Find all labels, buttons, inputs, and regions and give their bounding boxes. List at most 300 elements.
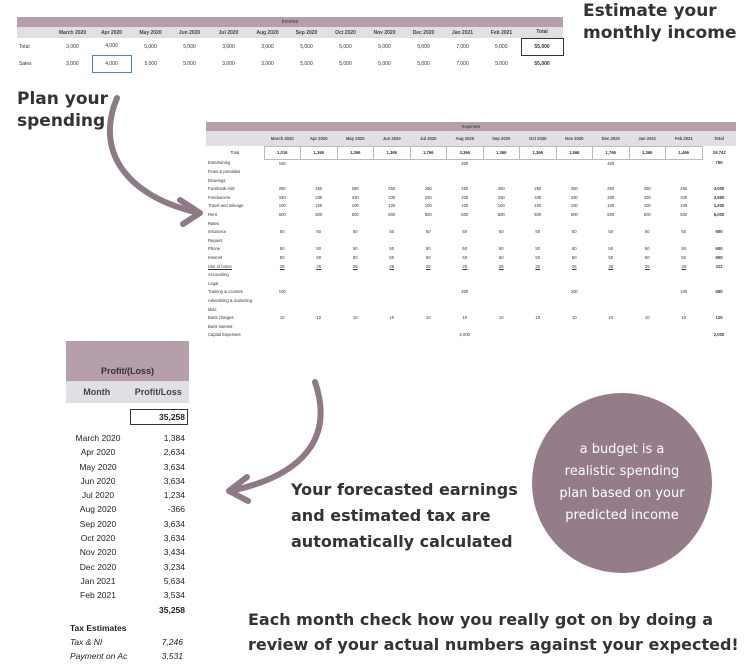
expense-cell[interactable]: 50 [535,255,541,261]
expense-row [206,323,736,332]
expense-cell[interactable] [447,271,484,280]
expense-cell[interactable]: 250 [643,186,651,192]
expense-cell[interactable]: 330 [680,194,688,200]
estimate-income-heading: Estimate your monthly income [583,1,737,44]
expense-cell[interactable]: 250 [534,186,542,192]
expense-cell[interactable] [520,271,557,280]
expense-cell[interactable] [301,159,338,168]
expense-cell[interactable] [483,159,520,168]
expense-cell[interactable] [593,280,630,289]
expense-cell[interactable]: 50 [279,255,285,261]
expense-cell[interactable]: 330 [351,194,359,200]
expense-cell[interactable] [556,159,593,168]
expense-cell[interactable] [410,323,447,332]
expense-cell[interactable]: 10 [425,315,431,321]
expense-cell[interactable]: 250 [461,186,469,192]
expense-cell[interactable] [483,331,520,340]
expense-cell[interactable] [447,323,484,332]
expenses-total-cell: 1,366 [520,146,557,159]
expense-cell[interactable]: 50 [462,246,468,252]
expense-cell[interactable] [666,168,703,177]
expense-cell[interactable]: 50 [316,246,322,252]
expense-cell[interactable]: 26 [644,263,650,269]
expense-cell[interactable]: 500 [680,212,688,218]
expense-cell[interactable]: 50 [389,246,395,252]
expense-cell[interactable]: 250 [607,186,615,192]
expenses-total-cell: 1,016 [264,146,301,159]
expense-cell[interactable] [301,297,338,306]
expense-cell[interactable]: 100 [351,203,359,209]
expense-cell[interactable]: 100 [278,289,286,295]
profit-total-cell[interactable]: 35,258 [130,409,188,425]
expense-cell[interactable] [483,237,520,246]
income-cell[interactable]: 7,000 [456,43,469,50]
expense-cell[interactable] [520,168,557,177]
expense-cell[interactable]: 50 [389,255,395,261]
expense-cell[interactable] [666,177,703,186]
expense-cell[interactable]: 500 [388,212,396,218]
expense-cell[interactable] [301,280,338,289]
expense-cell[interactable]: 50 [608,246,614,252]
profit-row [66,517,189,531]
expense-cell[interactable]: 50 [498,246,504,252]
expense-cell[interactable] [410,168,447,177]
expense-cell[interactable] [556,297,593,306]
expense-cell[interactable]: 10 [462,315,468,321]
expense-cell[interactable]: 26 [681,263,687,269]
expense-cell[interactable]: 26 [535,263,541,269]
expense-cell[interactable] [556,306,593,315]
expense-cell[interactable] [410,331,447,340]
expense-cell[interactable]: 26 [462,263,468,269]
expense-cell[interactable]: 330 [278,194,286,200]
profit-month: Sep 2020 [79,518,117,529]
expense-cell[interactable] [410,288,447,297]
expense-cell[interactable] [593,306,630,315]
expense-cell[interactable] [301,323,338,332]
expense-cell[interactable] [593,168,630,177]
expense-cell[interactable]: 250 [388,186,396,192]
income-cell[interactable]: 3,000 [261,43,274,50]
expense-cell[interactable]: 100 [534,203,542,209]
expense-cell[interactable] [264,297,301,306]
expense-cell[interactable]: 250 [424,186,432,192]
expense-cell[interactable] [629,237,666,246]
expense-cell[interactable] [447,237,484,246]
income-cell[interactable]: 5,000 [378,60,391,67]
expense-cell[interactable]: 26 [571,263,577,269]
expense-cell[interactable] [374,306,411,315]
expense-cell[interactable]: 26 [389,263,395,269]
expense-cell[interactable]: 330 [607,194,615,200]
income-cell[interactable]: 5,000 [183,60,196,67]
expense-cell[interactable]: 330 [388,194,396,200]
expense-cell[interactable]: 250 [278,186,286,192]
expense-cell[interactable]: 50 [644,246,650,252]
expense-cell[interactable] [483,168,520,177]
expense-cell[interactable] [410,306,447,315]
expense-cell[interactable] [410,280,447,289]
expense-cell[interactable] [410,297,447,306]
expense-cell[interactable] [264,220,301,229]
expense-cell[interactable] [410,220,447,229]
income-cell[interactable]: 3,000 [261,60,274,67]
profit-month: Jan 2021 [80,575,116,586]
income-cell[interactable]: 5,000 [494,43,508,50]
expense-cell[interactable] [337,271,374,280]
expense-cell[interactable] [483,280,520,289]
expense-cell[interactable] [264,323,301,332]
expense-cell[interactable]: 10 [389,315,395,321]
expense-cell[interactable] [629,280,666,289]
expense-cell[interactable]: 330 [424,194,432,200]
expense-cell[interactable]: 500 [607,212,615,218]
expense-cell[interactable] [520,237,557,246]
expense-row [206,280,736,289]
expense-cell[interactable]: 26 [352,263,358,269]
expense-cell[interactable] [264,271,301,280]
expense-cell[interactable] [374,177,411,186]
expense-cell[interactable]: 500 [461,212,469,218]
expense-cell[interactable] [374,297,411,306]
expense-cell[interactable]: 26 [279,263,285,269]
expense-cell[interactable]: 500 [278,212,286,218]
expense-cell[interactable] [410,237,447,246]
expense-cell[interactable] [556,168,593,177]
income-row-label: Total [19,43,30,50]
expense-cell[interactable]: 200 [461,160,469,166]
expense-cell[interactable] [556,331,593,340]
expense-cell[interactable] [447,306,484,315]
income-cell[interactable]: 4,000 [92,55,131,72]
expense-cell[interactable] [337,280,374,289]
income-cell[interactable]: 5,000 [144,43,157,50]
income-cell[interactable]: 4,000 [105,43,118,50]
expense-cell[interactable]: 100 [388,203,396,209]
expense-cell[interactable] [520,280,557,289]
expense-cell[interactable]: 100 [461,203,469,209]
expense-cell[interactable] [520,306,557,315]
expense-cell[interactable] [556,220,593,229]
expense-cell[interactable] [520,159,557,168]
expense-cell[interactable] [556,237,593,246]
expense-cell[interactable]: 50 [352,255,358,261]
expense-cell[interactable] [264,280,301,289]
expense-cell[interactable]: 330 [570,194,578,200]
expense-cell[interactable] [337,331,374,340]
expenses-month-header: Jan 2021 [629,131,666,146]
expense-cell[interactable]: 10 [498,315,504,321]
expense-cell[interactable] [483,323,520,332]
expense-cell[interactable]: 50 [681,255,687,261]
expense-cell[interactable]: 330 [315,194,323,200]
expense-cell[interactable] [629,323,666,332]
expense-cell[interactable]: 100 [315,203,323,209]
expense-cell[interactable] [629,271,666,280]
expense-cell[interactable]: 50 [571,255,577,261]
expense-cell[interactable] [410,271,447,280]
expense-cell[interactable]: 10 [681,315,687,321]
expense-cell[interactable] [666,220,703,229]
income-cell[interactable]: 3,000 [65,60,79,67]
expense-cell[interactable]: 50 [316,229,322,235]
income-cell[interactable]: 5,000 [339,60,352,67]
expense-cell[interactable]: 50 [389,229,395,235]
expense-cell[interactable] [666,323,703,332]
expense-cell[interactable] [337,220,374,229]
expense-cell[interactable] [629,220,666,229]
expense-cell[interactable] [629,288,666,297]
expense-cell[interactable] [483,177,520,186]
expense-cell[interactable] [301,237,338,246]
income-cell[interactable]: 5,000 [378,43,391,50]
expense-cell[interactable]: 10 [608,315,614,321]
expense-cell[interactable] [520,331,557,340]
expense-cell[interactable] [447,177,484,186]
expense-cell[interactable]: 250 [570,186,578,192]
expense-cell[interactable] [301,220,338,229]
expense-cell[interactable]: 50 [535,229,541,235]
expense-cell[interactable]: 50 [498,229,504,235]
income-cell[interactable]: 3,000 [222,43,235,50]
expense-cell[interactable]: 500 [424,212,432,218]
expense-cell[interactable] [301,271,338,280]
expense-cell[interactable]: 10 [644,315,650,321]
expense-cell[interactable] [520,323,557,332]
expense-cell[interactable]: 50 [425,255,431,261]
expense-cell[interactable] [593,271,630,280]
expense-cell[interactable] [301,168,338,177]
profit-month: Jun 2020 [80,475,116,486]
expense-cell[interactable] [556,271,593,280]
expense-cell[interactable] [301,306,338,315]
expense-cell[interactable] [337,297,374,306]
expense-cell[interactable]: 50 [425,246,431,252]
expense-cell[interactable]: 250 [497,186,505,192]
expense-cell[interactable]: 50 [644,229,650,235]
expense-cell[interactable] [264,331,301,340]
expense-cell[interactable]: 26 [608,263,614,269]
expense-cell[interactable] [483,271,520,280]
expense-row-total: 600 [715,246,723,252]
expense-cell[interactable] [483,288,520,297]
expense-cell[interactable] [483,297,520,306]
expense-cell[interactable]: 50 [316,255,322,261]
expense-cell[interactable]: 500 [315,212,323,218]
expense-cell[interactable]: 150 [278,160,286,166]
expense-cell[interactable] [374,288,411,297]
expense-cell[interactable]: 100 [570,203,578,209]
expenses-title-row [206,122,736,131]
expense-cell[interactable]: 2,000 [459,332,470,338]
expense-cell[interactable] [556,280,593,289]
expense-cell[interactable] [629,159,666,168]
expense-cell[interactable]: 500 [351,212,359,218]
expense-cell[interactable] [374,280,411,289]
expense-cell[interactable]: 100 [497,203,505,209]
expense-cell[interactable] [374,271,411,280]
expense-cell[interactable] [593,177,630,186]
expense-cell[interactable]: 10 [352,315,358,321]
expense-cell[interactable] [410,159,447,168]
expense-cell[interactable]: 100 [680,289,688,295]
expense-cell[interactable]: 330 [497,194,505,200]
tax-rows [66,635,189,663]
expense-cell[interactable] [593,220,630,229]
income-cell[interactable]: 5,000 [300,43,313,50]
expense-cell[interactable] [337,177,374,186]
expense-cell[interactable] [337,288,374,297]
expense-cell[interactable]: 10 [279,315,285,321]
expense-cell[interactable] [666,271,703,280]
expense-cell[interactable] [337,237,374,246]
expense-row-total: 6,000 [713,212,725,218]
expense-cell[interactable]: 330 [643,194,651,200]
expense-cell[interactable] [629,177,666,186]
expense-cell[interactable]: 50 [279,229,285,235]
expense-cell[interactable]: 250 [680,186,688,192]
profit-value: 3,234 [163,561,185,572]
expense-cell[interactable]: 50 [462,255,468,261]
expense-cell[interactable]: 26 [425,263,431,269]
expense-cell[interactable] [264,306,301,315]
expense-cell[interactable]: 200 [461,289,469,295]
expense-cell[interactable] [666,237,703,246]
expense-cell[interactable]: 50 [571,229,577,235]
expense-cell[interactable] [337,168,374,177]
expense-cell[interactable] [556,177,593,186]
expense-cell[interactable] [520,288,557,297]
expense-cell[interactable] [593,323,630,332]
expense-row [206,211,736,220]
expense-cell[interactable]: 50 [608,255,614,261]
expense-cell[interactable] [556,323,593,332]
income-cell[interactable]: 5,000 [417,43,430,50]
expense-cell[interactable]: 500 [497,212,505,218]
expense-cell[interactable] [337,306,374,315]
expense-cell[interactable] [410,177,447,186]
expense-cell[interactable] [666,331,703,340]
income-cell[interactable]: 7,000 [456,60,469,67]
expense-cell[interactable]: 500 [643,212,651,218]
expense-cell[interactable] [629,306,666,315]
expense-cell[interactable]: 200 [570,289,578,295]
expense-cell[interactable]: 250 [315,186,323,192]
expense-cell[interactable] [483,306,520,315]
expense-cell[interactable] [666,306,703,315]
expense-cell[interactable]: 250 [351,186,359,192]
expense-cell[interactable] [374,331,411,340]
expense-cell[interactable]: 100 [278,203,286,209]
income-cell[interactable]: 5,000 [183,43,196,50]
expense-cell[interactable] [666,297,703,306]
expense-cell[interactable] [374,168,411,177]
expenses-total-cell: 1,366 [483,146,520,159]
expense-cell[interactable] [301,177,338,186]
expense-cell[interactable]: 26 [316,263,322,269]
expense-cell[interactable] [447,297,484,306]
expense-cell[interactable]: 100 [680,203,688,209]
expense-cell[interactable] [374,323,411,332]
expense-cell[interactable] [593,331,630,340]
income-cell[interactable]: 5,000 [144,60,157,67]
expense-cell[interactable] [374,220,411,229]
expense-row-total [702,177,736,186]
expense-cell[interactable]: 50 [279,246,285,252]
expense-cell[interactable] [629,331,666,340]
expense-cell[interactable] [593,297,630,306]
expense-cell[interactable] [301,331,338,340]
expense-row [206,314,736,323]
expense-cell[interactable]: 50 [681,229,687,235]
expense-cell[interactable] [629,168,666,177]
expense-cell[interactable] [337,159,374,168]
expense-cell[interactable]: 10 [571,315,577,321]
income-cell[interactable]: 5,000 [417,60,430,67]
expense-cell[interactable] [520,220,557,229]
expense-cell[interactable] [337,323,374,332]
expense-cell[interactable]: 26 [498,263,504,269]
expense-cell[interactable]: 10 [535,315,541,321]
expense-cell[interactable] [447,168,484,177]
expense-cell[interactable] [447,220,484,229]
expense-cell[interactable] [264,168,301,177]
expense-cell[interactable]: 100 [607,203,615,209]
expense-cell[interactable] [666,159,703,168]
expense-row [206,254,736,263]
income-cell[interactable]: 3,000 [222,60,235,67]
expense-cell[interactable] [264,177,301,186]
expense-cell[interactable]: 50 [352,229,358,235]
expense-cell[interactable]: 50 [608,229,614,235]
expense-cell[interactable]: 10 [316,315,322,321]
expense-cell[interactable] [629,297,666,306]
expense-cell[interactable] [264,237,301,246]
expense-cell[interactable] [301,288,338,297]
income-cell[interactable]: 5,000 [300,60,313,67]
expense-cell[interactable]: 50 [498,255,504,261]
expense-cell[interactable]: 500 [570,212,578,218]
expense-cell[interactable] [593,288,630,297]
expense-cell[interactable] [593,237,630,246]
expense-cell[interactable]: 50 [425,229,431,235]
expense-cell[interactable] [483,220,520,229]
expense-cell[interactable]: 100 [424,203,432,209]
expense-cell[interactable] [447,280,484,289]
expense-cell[interactable]: 100 [643,203,651,209]
expense-cell[interactable] [374,237,411,246]
expense-cell[interactable]: 50 [535,246,541,252]
income-cell[interactable]: 5,000 [495,60,508,67]
expense-cell[interactable]: 500 [534,212,542,218]
expense-cell[interactable] [520,297,557,306]
expense-cell[interactable]: 330 [534,194,542,200]
expense-cell[interactable]: 50 [352,246,358,252]
expense-cell[interactable]: 50 [644,255,650,261]
income-cell[interactable]: 5,000 [339,43,352,50]
income-cell[interactable]: 3,000 [66,43,79,50]
expense-cell[interactable]: 50 [571,246,577,252]
expense-cell[interactable]: 400 [607,160,615,166]
expense-cell[interactable]: 50 [462,229,468,235]
expense-cell[interactable] [374,159,411,168]
expenses-total-row [206,146,736,159]
expense-cell[interactable]: 330 [461,194,469,200]
expense-cell[interactable] [520,177,557,186]
expense-cell[interactable]: 50 [681,246,687,252]
expense-row-label: Bank charges [208,315,234,321]
expense-cell[interactable] [666,280,703,289]
